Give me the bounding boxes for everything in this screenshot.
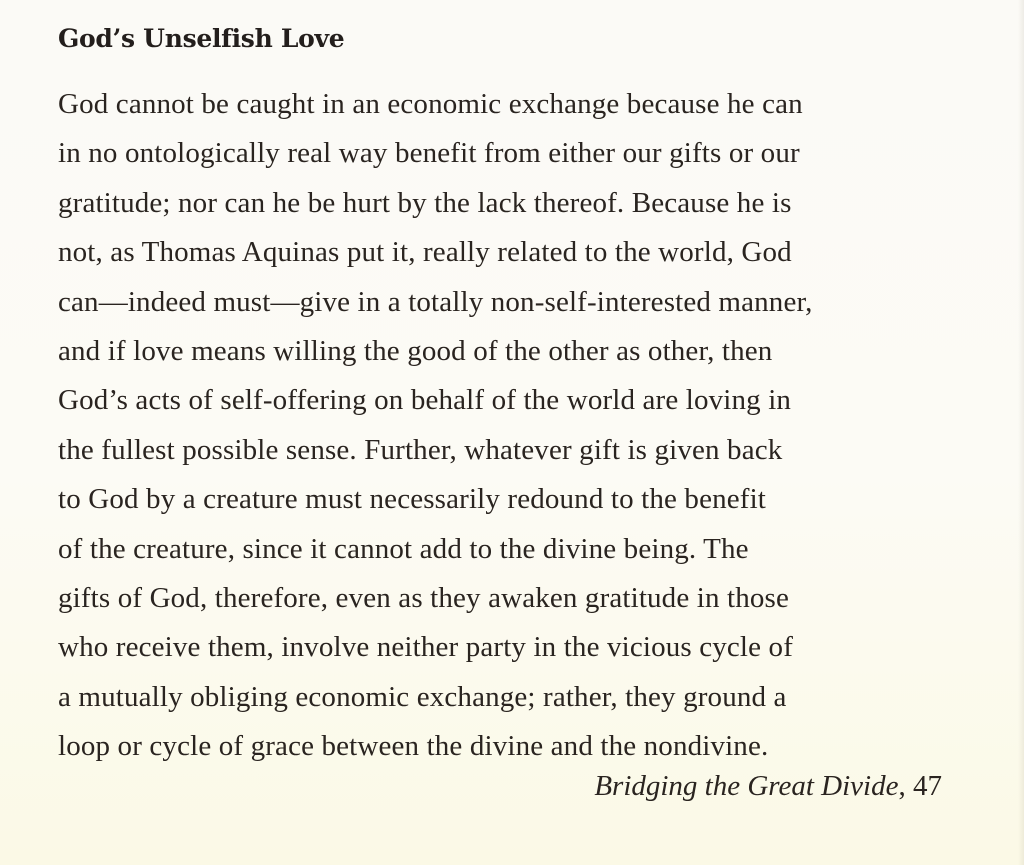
section-title: God’s Unselfish Love xyxy=(58,24,345,53)
paragraph-line: a mutually obliging economic exchange; rather, they ground a xyxy=(58,680,787,713)
paragraph-line: and if love means willing the good of the other as other, then xyxy=(58,334,773,367)
paragraph-line: loop or cycle of grace between the divine and the nondivine. xyxy=(58,730,769,763)
citation-page-number: 47 xyxy=(913,770,942,802)
paragraph-line: can—indeed must—give in a totally non-self-interested manner, xyxy=(58,285,813,318)
paragraph-line: in no ontologically real way benefit from either our gifts or our xyxy=(58,137,800,170)
paragraph-line: the fullest possible sense. Further, whatever gift is given back xyxy=(58,433,783,466)
paragraph-line: who receive them, involve neither party in the vicious cycle of xyxy=(58,631,794,664)
paragraph-line: not, as Thomas Aquinas put it, really related to the world, God xyxy=(58,236,792,269)
citation-book-title: Bridging the Great Divide xyxy=(594,770,899,802)
paragraph-line: of the creature, since it cannot add to the divine being. The xyxy=(58,532,749,565)
paragraph-line: God’s acts of self-offering on behalf of the world are loving in xyxy=(58,384,792,417)
paragraph-line: God cannot be caught in an economic exchange because he can xyxy=(58,88,803,120)
paragraph-line: gifts of God, therefore, even as they awaken gratitude in those xyxy=(58,581,789,614)
paragraph-line: gratitude; nor can he be hurt by the lack thereof. Because he is xyxy=(58,186,792,219)
citation-separator: , xyxy=(898,770,913,802)
quote-paragraph xyxy=(58,80,958,771)
paragraph-line: to God by a creature must necessarily redound to the benefit xyxy=(58,483,766,516)
source-citation xyxy=(594,770,942,803)
page-edge-shadow xyxy=(1018,0,1024,865)
